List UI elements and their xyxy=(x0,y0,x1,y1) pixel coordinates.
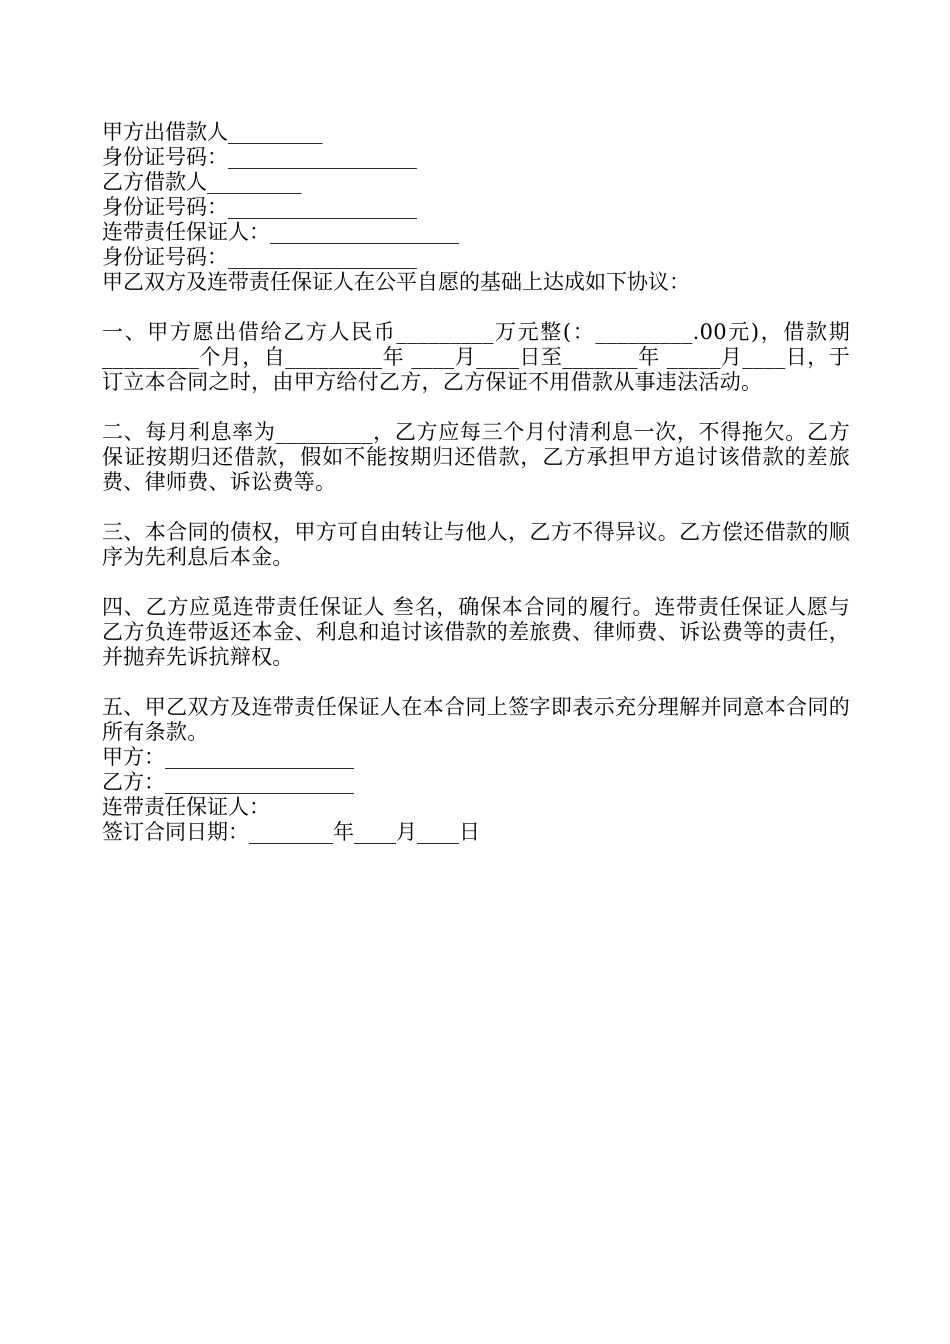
clause-5: 五、甲乙双方及连带责任保证人在本合同上签字即表示充分理解并同意本合同的所有条款。 xyxy=(102,695,850,744)
clause-2: 二、每月利息率为_________，乙方应每三个月付清利息一次，不得拖欠。乙方保证按期归还借款，假如不能按期归还借款，乙方承担甲方追讨该借款的差旅费、律师费、诉讼费等。 xyxy=(102,420,850,494)
signing-date: 签订合同日期：________年____月____日 xyxy=(102,820,480,844)
paragraph-gap xyxy=(102,570,850,595)
borrower-id-line: 身份证号码：__________________ xyxy=(102,195,417,219)
guarantor-signature: 连带责任保证人： xyxy=(102,795,270,819)
paragraph-gap xyxy=(102,295,850,320)
party-b-signature: 乙方：__________________ xyxy=(102,770,354,794)
guarantor-line: 连带责任保证人：__________________ xyxy=(102,220,459,244)
contract-body xyxy=(102,120,850,845)
lender-line: 甲方出借款人_________ xyxy=(102,120,323,144)
agreement-intro: 甲乙双方及连带责任保证人在公平自愿的基础上达成如下协议： xyxy=(102,270,690,294)
guarantor-id-line: 身份证号码：__________________ xyxy=(102,245,417,269)
clause-3: 三、本合同的债权，甲方可自由转让与他人，乙方不得异议。乙方偿还借款的顺序为先利息后本金。 xyxy=(102,520,850,569)
paragraph-gap xyxy=(102,670,850,695)
clause-4: 四、乙方应觅连带责任保证人 叁名，确保本合同的履行。连带责任保证人愿与乙方负连带返还本金、利息和追讨该借款的差旅费、律师费、诉讼费等的责任，并抛弃先诉抗辩权。 xyxy=(102,595,850,669)
paragraph-gap xyxy=(102,395,850,420)
clause-1: 一、甲方愿出借给乙方人民币_________万元整(：_________.00元)，借款期_________个月，自_________年 ____月____日至_______年 _____月____日，于订立本合同之时，由甲方给付乙方，乙方保证不用借款从事违法活动。 xyxy=(102,320,850,394)
paragraph-gap xyxy=(102,495,850,520)
borrower-line: 乙方借款人_________ xyxy=(102,170,302,194)
party-a-signature: 甲方：__________________ xyxy=(102,745,354,769)
lender-id-line: 身份证号码：__________________ xyxy=(102,145,417,169)
